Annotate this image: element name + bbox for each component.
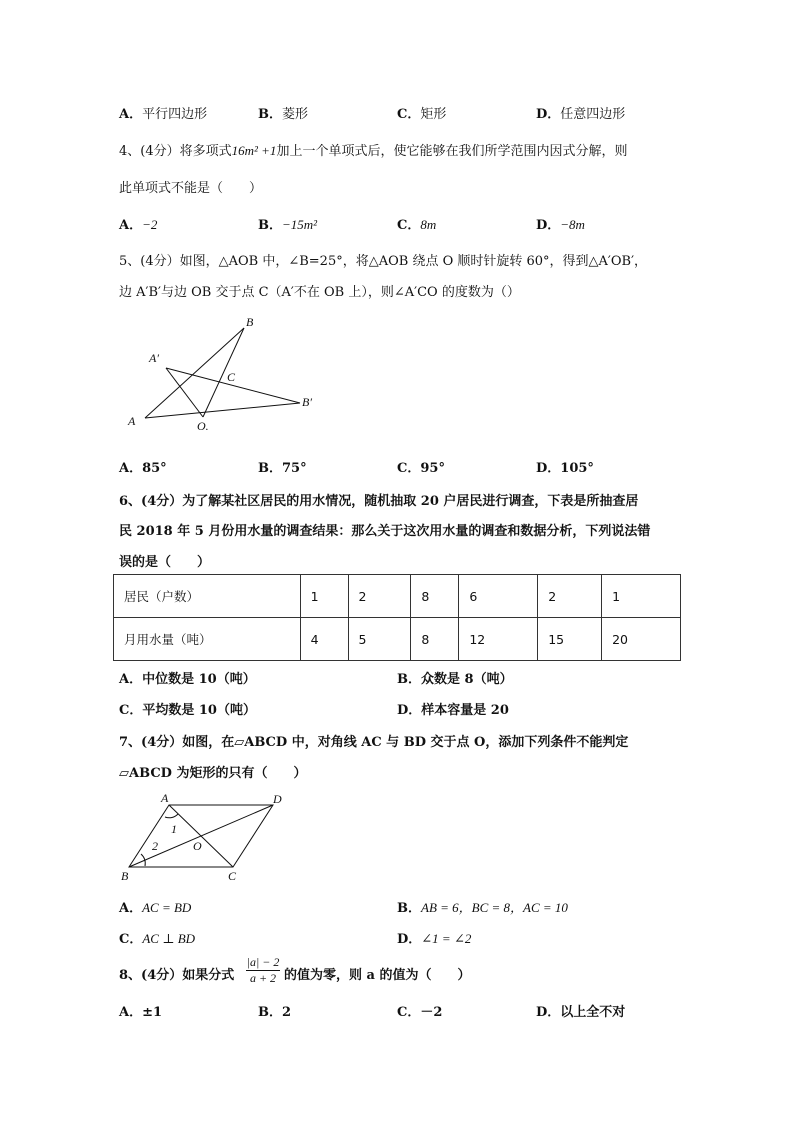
q7-option-a: A．AC = BD	[119, 900, 192, 916]
q7-option-d: D．∠1 = ∠2	[397, 931, 472, 947]
table-cell: 6	[459, 575, 538, 618]
table-cell: 1	[602, 575, 681, 618]
q8-option-a: A．±1	[119, 1005, 163, 1020]
q5-stem-line2: 边 A′B′与边 OB 交于点 C（A′不在 OB 上），则∠A′CO 的度数为（）	[119, 285, 520, 300]
table-cell: 月用水量（吨）	[114, 618, 301, 661]
q4-stem-line2: 此单项式不能是（ ）	[119, 181, 263, 196]
angle-2-arc	[141, 854, 145, 866]
table-cell: 1	[300, 575, 348, 618]
q6-option-d: D．样本容量是 20	[397, 703, 509, 718]
label-a: A	[128, 414, 136, 428]
label-b-prime: B′	[302, 395, 312, 409]
label-d: D	[273, 792, 282, 806]
label-c: C	[228, 869, 237, 883]
label-a: A	[161, 791, 169, 805]
q4-stem-line1: 4、(4分）将多项式16m² +1加上一个单项式后，使它能够在我们所学范围内因式分解，则	[119, 143, 628, 159]
q6-stem-line3: 误的是（ ）	[119, 555, 211, 570]
q3-option-a: A．平行四边形	[119, 107, 208, 122]
q5-option-b: B．75°	[258, 461, 307, 476]
q3-option-c: C．矩形	[397, 107, 447, 122]
q8-option-d: D．以上全不对	[536, 1005, 626, 1020]
diagonal-bd	[129, 805, 273, 867]
angle-1-arc	[165, 814, 178, 818]
q6-stem-line2: 民 2018 年 5 月份用水量的调查结果：那么关于这次用水量的调查和数据分析，下列说法错	[119, 524, 651, 539]
q5-option-c: C．95°	[397, 461, 445, 476]
q4-option-d: D．−8m	[536, 217, 585, 233]
q8-fraction-numerator: |a| − 2	[246, 955, 280, 969]
label-o: O	[193, 839, 202, 853]
q8-stem-prefix: 8、(4分）如果分式	[119, 968, 235, 983]
label-a-prime: A′	[149, 351, 159, 365]
q8-stem-suffix: 的值为零，则 a 的值为（ ）	[284, 968, 471, 983]
q4-option-c: C．8m	[397, 217, 437, 233]
q7-stem-line1: 7、(4分）如图，在▱ABCD 中，对角线 AC 与 BD 交于点 O，添加下列条件不能判定	[119, 735, 629, 750]
table-cell: 5	[348, 618, 411, 661]
table-cell: 4	[300, 618, 348, 661]
q6-option-a: A．中位数是 10（吨）	[119, 672, 256, 687]
q4-option-a: A．−2	[119, 217, 158, 233]
label-o: O.	[197, 419, 209, 433]
q8-option-b: B．2	[258, 1005, 292, 1020]
q5-stem-line1: 5、(4分）如图，△AOB 中，∠B=25°，将△AOB 绕点 O 顺时针旋转 60°，得到△A′OB′，	[119, 254, 648, 269]
table-cell: 15	[538, 618, 602, 661]
q8-option-c: C．－2	[397, 1005, 443, 1020]
table-cell: 8	[411, 618, 459, 661]
label-b: B	[121, 869, 129, 883]
q6-option-b: B．众数是 8（吨）	[397, 672, 513, 687]
q7-option-b: B．AB = 6，BC = 8，AC = 10	[397, 900, 568, 916]
table-cell: 20	[602, 618, 681, 661]
table-cell: 居民（户数）	[114, 575, 301, 618]
table-cell: 12	[459, 618, 538, 661]
q3-option-d: D．任意四边形	[536, 107, 626, 122]
table-cell: 2	[538, 575, 602, 618]
label-b: B	[246, 315, 254, 329]
table-cell: 2	[348, 575, 411, 618]
q7-stem-line2: ▱ABCD 为矩形的只有（ ）	[119, 766, 307, 781]
q6-option-c: C．平均数是 10（吨）	[119, 703, 256, 718]
q8-fraction	[246, 955, 280, 986]
label-angle-2: 2	[152, 839, 158, 853]
q7-option-c: C．AC ⊥ BD	[119, 931, 196, 947]
q3-option-b: B．菱形	[258, 107, 309, 122]
q5-option-a: A．85°	[119, 461, 167, 476]
table-cell: 8	[411, 575, 459, 618]
q8-fraction-denominator: a + 2	[249, 971, 277, 985]
q6-stem-line1: 6、(4分）为了解某社区居民的用水情况，随机抽取 20 户居民进行调查，下表是所抽查居	[119, 494, 639, 509]
label-angle-1: 1	[171, 822, 177, 836]
q4-expression: 16m² +1	[231, 143, 277, 158]
q5-option-d: D．105°	[536, 461, 594, 476]
label-c: C	[227, 370, 236, 384]
q4-option-b: B．−15m²	[258, 217, 318, 233]
